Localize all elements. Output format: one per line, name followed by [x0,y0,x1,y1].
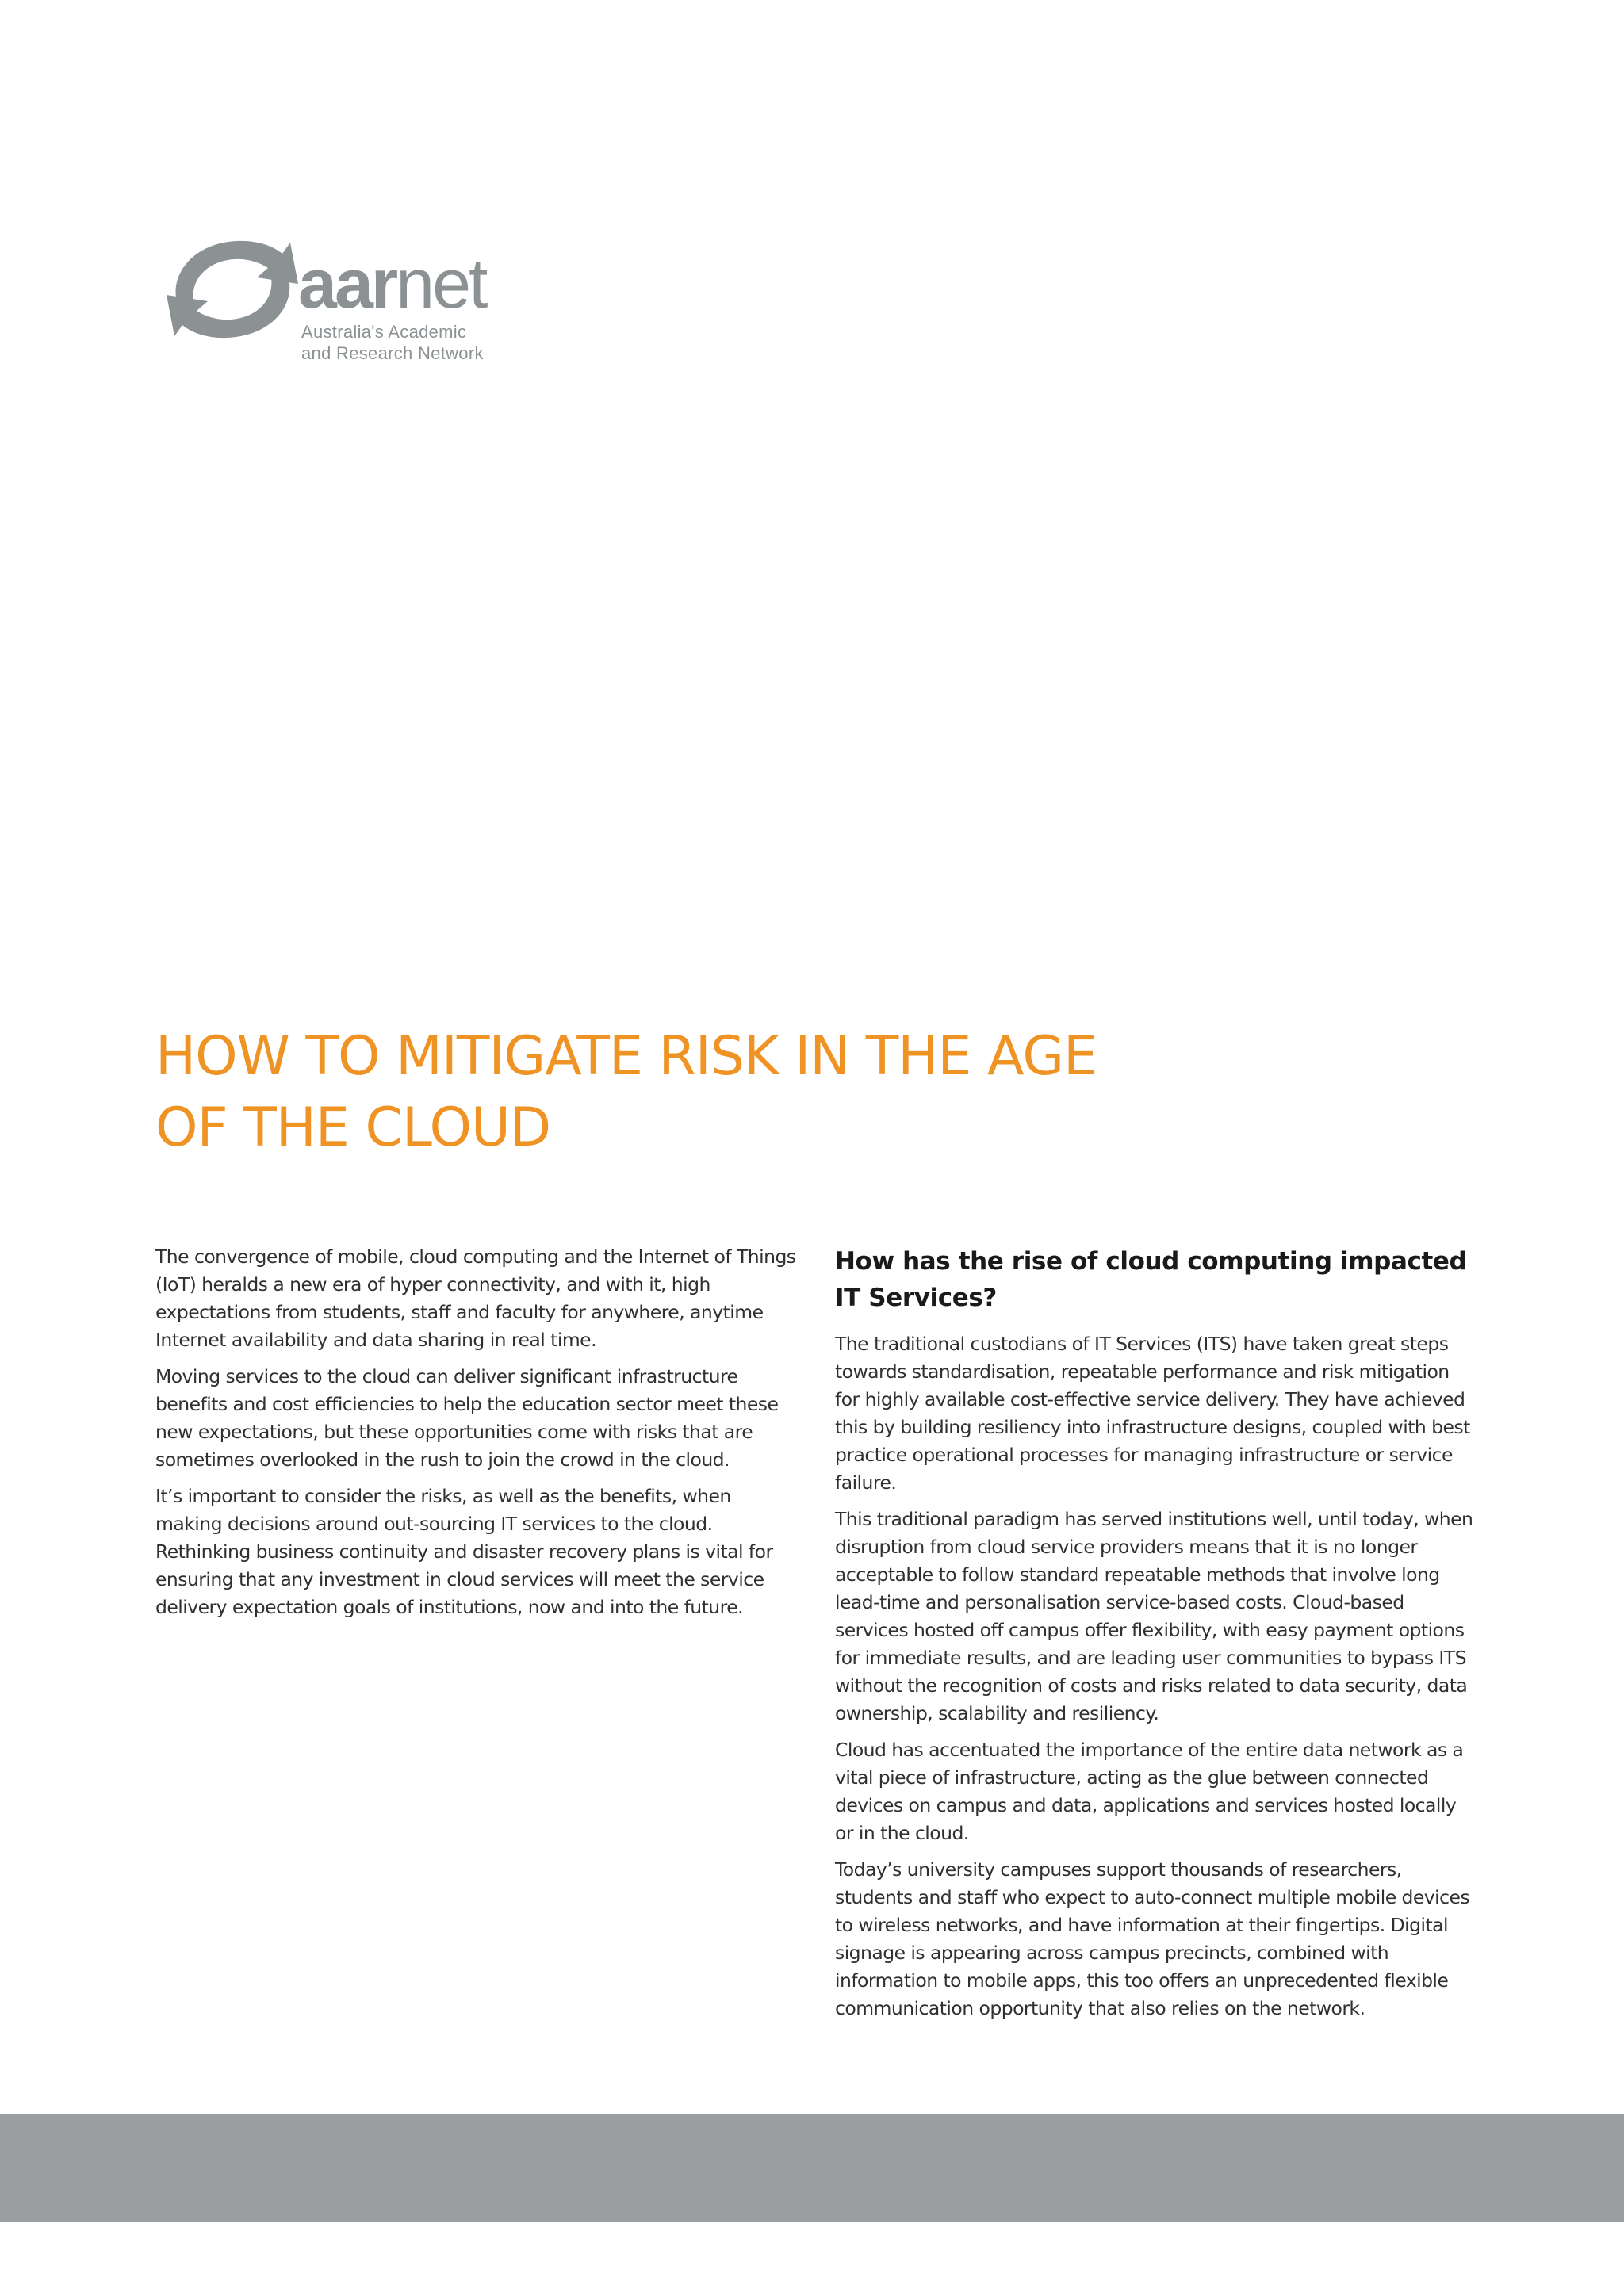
left-paragraph-1: The convergence of mobile, cloud computing and the Internet of Things (IoT) heralds a new era of hyper connectivity, and with it, high expectations from students, staff and faculty for anywhere, anytime Internet availability and data sharing in real time. [155,1246,796,1351]
logo-tagline-line1: Australia's Academic [301,322,467,342]
left-paragraph-2: Moving services to the cloud can deliver significant infrastructure benefits and cost efficiencies to help the education sector meet these new expectations, but these opportunities come with risks that are sometimes overlooked in the rush to join the crowd in the cloud. [155,1365,779,1471]
page-title-line2: OF THE CLOUD [155,1096,551,1159]
section-heading-line2: IT Services? [835,1284,997,1312]
section-heading-line1: How has the rise of cloud computing impacted [835,1247,1467,1276]
section-heading [835,1243,1479,1316]
page-title-line1: HOW TO MITIGATE RISK IN THE AGE [155,1025,1097,1088]
right-paragraph-3: Cloud has accentuated the importance of the entire data network as a vital piece of infrastructure, acting as the glue between connected devices on campus and data, applications and services hosted locally or in the cloud. [835,1739,1464,1844]
footer-band [0,2114,1624,2222]
logo-tagline-line2: and Research Network [301,343,484,363]
left-paragraph-3: It’s important to consider the risks, as well as the benefits, when making decisions around out-sourcing IT services to the cloud. Rethinking business continuity and disaster recovery plans is vital for ensuring that any investment in cloud services will meet the service delivery expectation goals of institutions, now and into the future. [155,1485,773,1618]
right-paragraph-4: Today’s university campuses support thousands of researchers, students and staff who expect to auto-connect multiple mobile devices to wireless networks, and have information at their fingertips. Digital signage is appearing across campus precincts, combined with information to mobile apps, this too offers an unprecedented flexible communication opportunity that also relies on the network. [835,1858,1470,2019]
right-paragraph-2: This traditional paradigm has served institutions well, until today, when disruption from cloud service providers means that it is no longer acceptable to follow standard repeatable methods that involve long lead-time and personalisation service-based costs. Cloud-based services hosted off campus offer flexibility, with easy payment options for immediate results, and are leading user communities to bypass ITS without the recognition of costs and risks related to data security, data ownership, scalability and resiliency. [835,1508,1473,1724]
logo-tagline [301,321,484,364]
aarnet-logo [162,232,527,366]
logo-wordmark-light: net [396,244,486,323]
circular-arrows-icon [162,232,301,346]
logo-wordmark [298,244,486,323]
left-column [155,1243,798,1630]
right-column [835,1243,1479,2031]
logo-wordmark-bold: aar [298,244,396,323]
page-title [155,1021,1345,1164]
right-paragraph-1: The traditional custodians of IT Services (ITS) have taken great steps towards standardisation, repeatable performance and risk mitigation for highly available cost-effective service delivery. They have achieved this by building resiliency into infrastructure designs, coupled with best practice operational processes for managing infrastructure or service failure. [835,1333,1470,1494]
